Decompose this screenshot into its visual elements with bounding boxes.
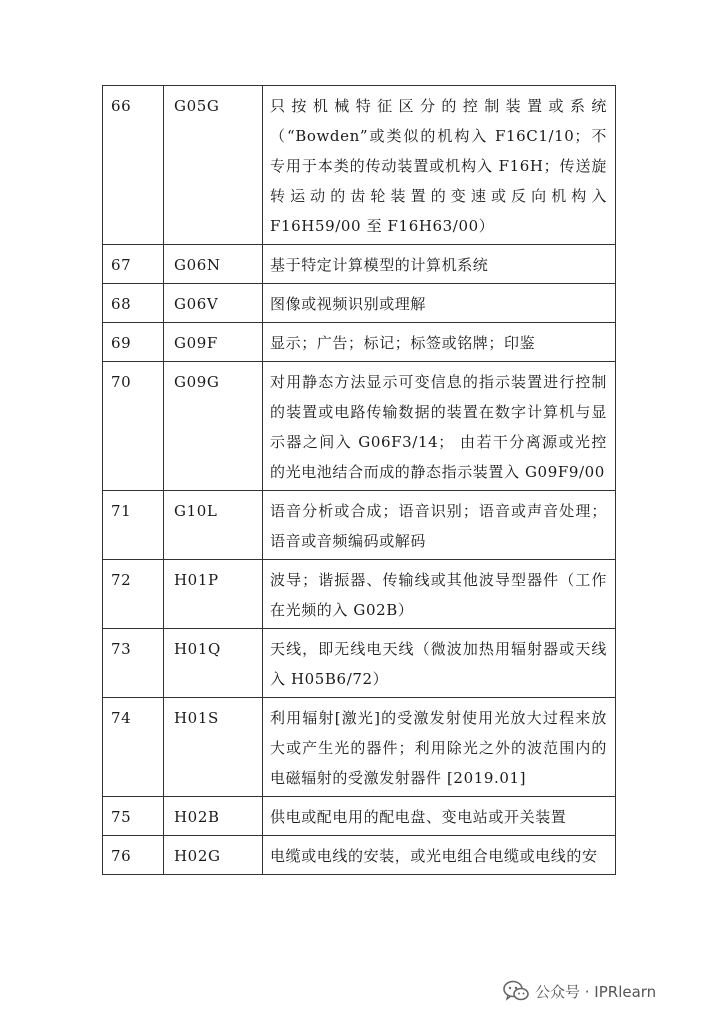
ipc-description: 电缆或电线的安装，或光电组合电缆或电线的安 (263, 836, 616, 875)
table-row (103, 836, 616, 875)
ipc-code: G06V (164, 284, 263, 323)
table-row (103, 491, 616, 560)
ipc-description: 图像或视频识别或理解 (263, 284, 616, 323)
ipc-description: 语音分析或合成；语音识别；语音或声音处理；语音或音频编码或解码 (263, 491, 616, 560)
ipc-code: H01P (164, 560, 263, 629)
ipc-code: H02B (164, 797, 263, 836)
row-number: 73 (103, 629, 164, 698)
ipc-description: 显示；广告；标记；标签或铭牌；印鉴 (263, 323, 616, 362)
ipc-code: G05G (164, 86, 263, 245)
table-row (103, 323, 616, 362)
row-number: 74 (103, 698, 164, 797)
ipc-description: 基于特定计算模型的计算机系统 (263, 245, 616, 284)
ipc-code: H02G (164, 836, 263, 875)
ipc-description: 利用辐射[激光]的受激发射使用光放大过程来放大或产生光的器件；利用除光之外的波范围内的电磁辐射的受激发射器件 [2019.01] (263, 698, 616, 797)
ipc-code: G09F (164, 323, 263, 362)
row-number: 66 (103, 86, 164, 245)
ipc-classification-table (102, 85, 616, 875)
ipc-code: G10L (164, 491, 263, 560)
table-row (103, 797, 616, 836)
row-number: 70 (103, 362, 164, 491)
watermark-text: 公众号 · IPRlearn (535, 982, 657, 1001)
ipc-description: 对用静态方法显示可变信息的指示装置进行控制的装置或电路传输数据的装置在数字计算机与显示器之间入 G06F3/14； 由若干分离源或光控的光电池结合而成的静态指示装置入 G09F9/00 (263, 362, 616, 491)
row-number: 71 (103, 491, 164, 560)
table-row (103, 362, 616, 491)
table-row (103, 629, 616, 698)
ipc-code: G06N (164, 245, 263, 284)
ipc-description: 只按机械特征区分的控制装置或系统（“Bowden”或类似的机构入 F16C1/10；不专用于本类的传动装置或机构入 F16H；传送旋转运动的齿轮装置的变速或反向机构入 F16H59/00 至 F16H63/00） (263, 86, 616, 245)
row-number: 69 (103, 323, 164, 362)
row-number: 76 (103, 836, 164, 875)
ipc-description: 天线，即无线电天线（微波加热用辐射器或天线入 H05B6/72） (263, 629, 616, 698)
row-number: 67 (103, 245, 164, 284)
ipc-code: H01Q (164, 629, 263, 698)
table-row (103, 698, 616, 797)
ipc-code: G09G (164, 362, 263, 491)
ipc-description: 供电或配电用的配电盘、变电站或开关装置 (263, 797, 616, 836)
table-row (103, 245, 616, 284)
wechat-logo-icon (503, 980, 529, 1002)
row-number: 72 (103, 560, 164, 629)
watermark (503, 978, 656, 1004)
table-row (103, 560, 616, 629)
ipc-code: H01S (164, 698, 263, 797)
ipc-description: 波导；谐振器、传输线或其他波导型器件（工作在光频的入 G02B） (263, 560, 616, 629)
row-number: 68 (103, 284, 164, 323)
table-row (103, 284, 616, 323)
row-number: 75 (103, 797, 164, 836)
table-row (103, 86, 616, 245)
